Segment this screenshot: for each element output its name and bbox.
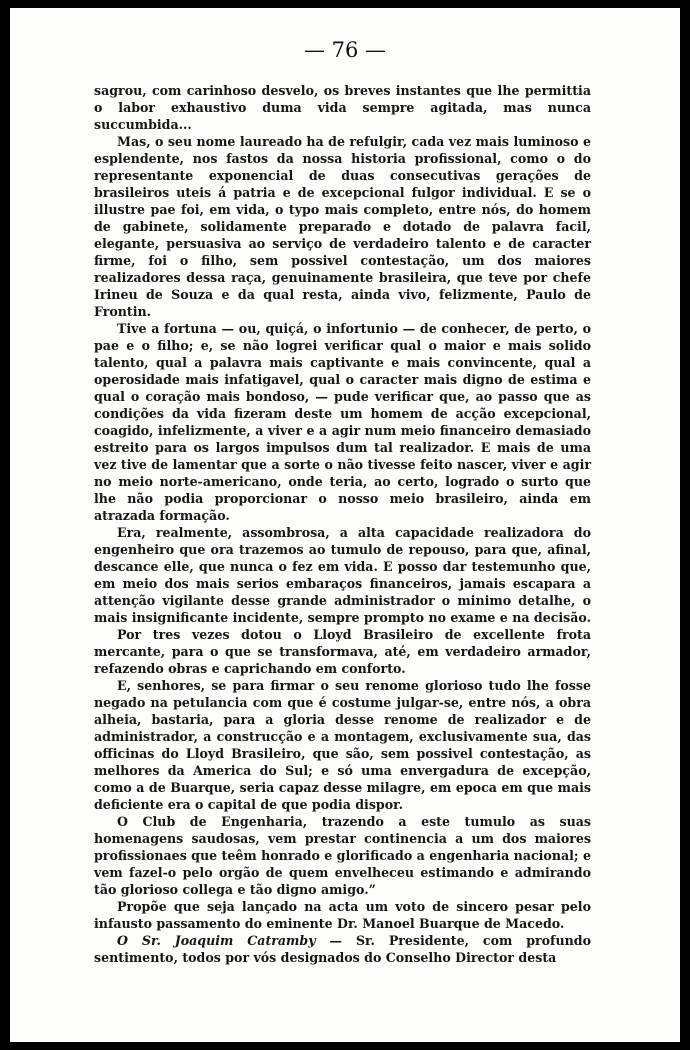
book-page — [10, 8, 680, 1042]
paragraph: Por tres vezes dotou o Lloyd Brasileiro de excellente frota mercante, para o que se transformava, até, em verdadeiro armador, refazendo obras e caprichando em conforto. — [94, 627, 591, 676]
paragraph: Mas, o seu nome laureado ha de refulgir, cada vez mais luminoso e esplendente, nos fastos da nossa historia profissional, como o do representante exponencial de duas consecutivas gerações de brasileiros uteis á patria e de excepcional fulgor individual. E se o illustre pae foi, em vida, o typo mais completo, entre nós, do homem de gabinete, solidamente preparado e dotado de palavra facil, elegante, persuasiva ao serviço de verdadeiro talento e de caracter firme, foi o filho, sem possivel contestação, um dos maiores realizadores dessa raça, genuinamente brasileira, que teve por chefe Irineu de Souza e da qual resta, ainda vivo, felizmente, Paulo de Frontin. — [94, 134, 591, 319]
closing-paragraph — [94, 932, 591, 966]
closing-text: — Sr. Presidente, com profundo sentimento, todos por vós designados do Conselho Director desta — [94, 933, 591, 965]
body-text — [94, 82, 591, 966]
page-number: — 76 — — [303, 38, 387, 62]
paragraph-continuation: sagrou, com carinhoso desvelo, os breves instantes que lhe permittia o labor exhaustivo duma vida sempre agitada, mas nunca succumbida... — [94, 83, 591, 132]
speaker-name: O Sr. Joaquim Catramby — [117, 933, 316, 948]
paragraph: Propõe que seja lançado na acta um voto de sincero pesar pelo infausto passamento do eminente Dr. Manoel Buarque de Macedo. — [94, 899, 591, 931]
paragraph: E, senhores, se para firmar o seu renome glorioso tudo lhe fosse negado na petulancia com que é costume julgar-se, entre nós, a obra alheia, bastaria, para a gloria desse renome de realizador e de administrador, a construcção e a montagem, exclusivamente sua, das officinas do Lloyd Brasileiro, que são, sem possivel contestação, as melhores da America do Sul; e só uma envergadura de excepção, como a de Buarque, seria capaz desse milagre, em epoca em que mais deficiente era o capital de que podia dispor. — [94, 678, 591, 812]
paragraph: Tive a fortuna — ou, quiçá, o infortunio — de conhecer, de perto, o pae e o filho; e, se não logrei verificar qual o maior e mais solido talento, qual a palavra mais captivante e mais convincente, qual a operosidade mais infatigavel, qual o caracter mais digno de estima e qual o coração mais bondoso, — pude verificar que, ao passo que as condições da vida fizeram deste um homem de acção excepcional, coagido, infelizmente, a viver e a agir num meio financeiro demasiado estreito para os largos impulsos dum tal realizador. E mais de uma vez tive de lamentar que a sorte o não tivesse feito nascer, viver e agir no meio norte-americano, onde teria, ao certo, logrado o surto que lhe não podia proporcionar o nosso meio brasileiro, ainda em atrazada formação. — [94, 321, 591, 523]
paragraph: Era, realmente, assombrosa, a alta capacidade realizadora do engenheiro que ora trazemos ao tumulo de repouso, para que, afinal, descance elle, que nunca o fez em vida. E posso dar testemunho que, em meio dos mais serios embaraços financeiros, jamais escapara a attenção vigilante desse grande administrador o minimo detalhe, o mais insignificante incidente, sempre prompto no exame e na decisão. — [94, 525, 591, 625]
paragraph: O Club de Engenharia, trazendo a este tumulo as suas homenagens saudosas, vem prestar continencia a um dos maiores profissionaes que teêm honrado e glorificado a engenharia nacional; e vem fazel-o pelo orgão de quem envelheceu estimando e admirando tão glorioso collega e tão digno amigo.” — [94, 814, 591, 897]
